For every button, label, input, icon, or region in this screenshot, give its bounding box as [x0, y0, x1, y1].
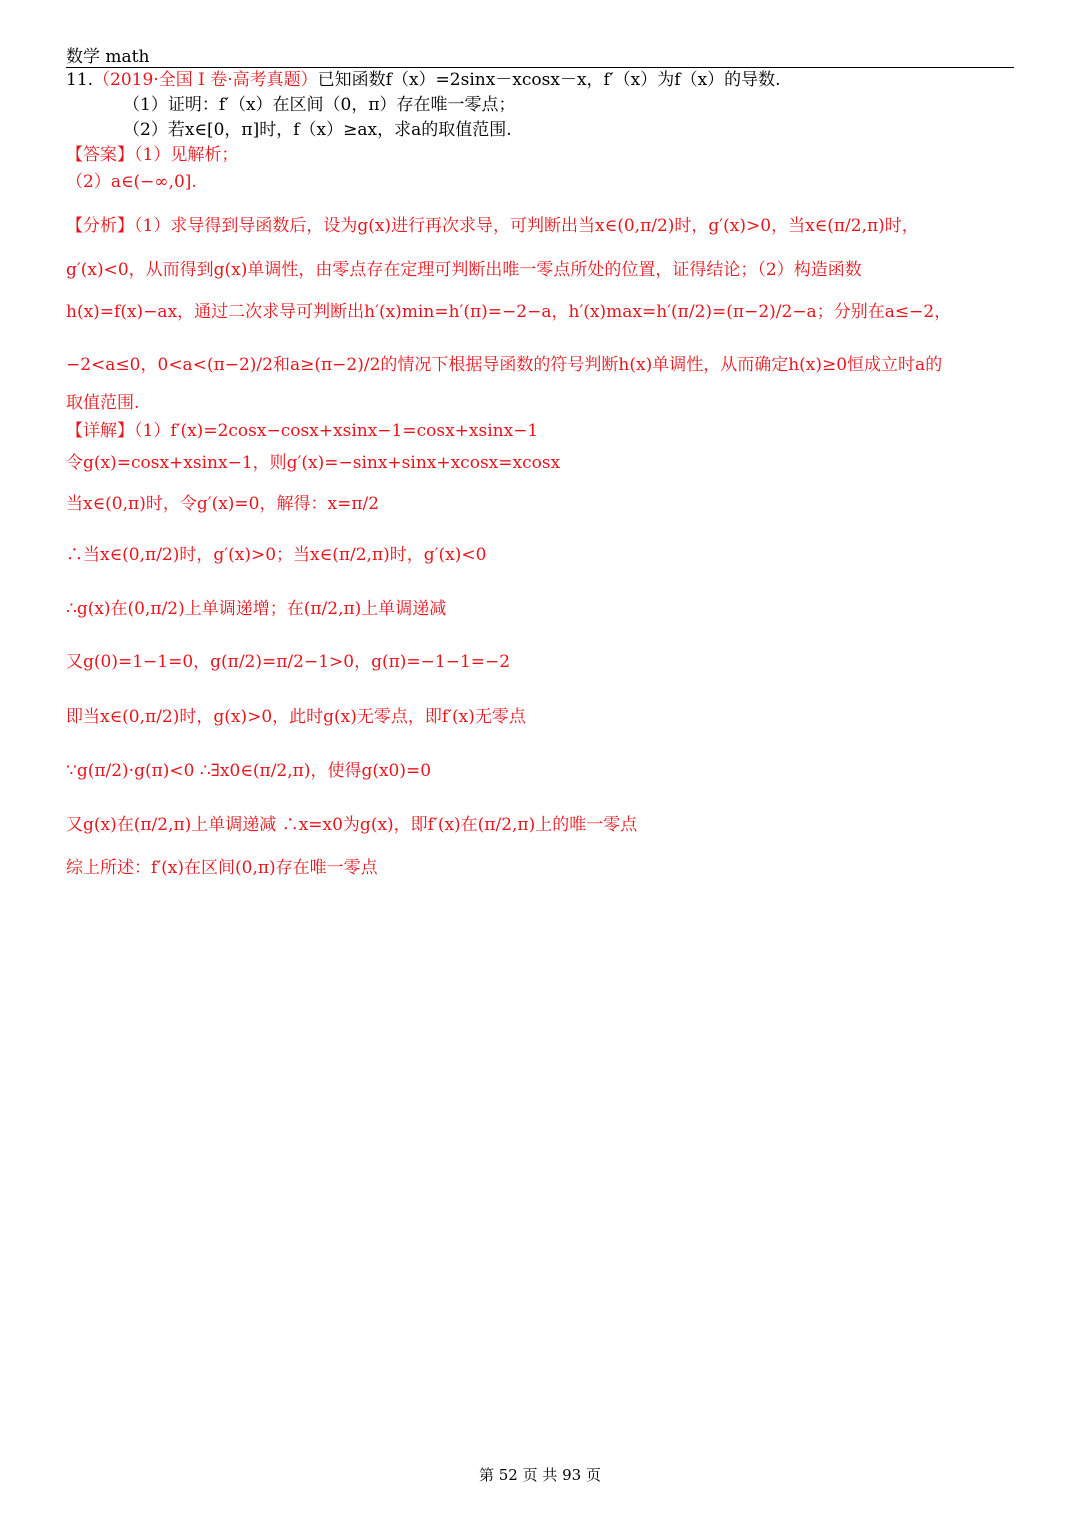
problem-part2: （2）若x∈[0，π]时，f（x）≥ax，求a的取值范围.: [123, 120, 512, 140]
detail-line6: 又g(0)=1−1=0，g(π/2)=π/2−1>0，g(π)=−1−1=−2: [66, 652, 511, 672]
detail-line5: ∴g(x)在(0,π/2)上单调递增；在(π/2,π)上单调递减: [66, 599, 447, 619]
detail-line1: 【详解】（1）f′(x)=2cosx−cosx+xsinx−1=cosx+xsinx−1: [66, 421, 539, 441]
answer-line2: （2）a∈(−∞,0].: [66, 172, 197, 192]
detail-line10: 综上所述：f′(x)在区间(0,π)存在唯一零点: [66, 858, 378, 878]
detail-line7: 即当x∈(0,π/2)时，g(x)>0，此时g(x)无零点，即f′(x)无零点: [66, 707, 526, 727]
detail-line3: 当x∈(0,π)时，令g′(x)=0，解得：x=π/2: [66, 494, 380, 514]
detail-line8: ∵g(π/2)·g(π)<0 ∴∃x0∈(π/2,π)，使得g(x0)=0: [66, 761, 432, 781]
page-header: 数学 math: [66, 47, 150, 67]
detail-line2: 令g(x)=cosx+xsinx−1，则g′(x)=−sinx+sinx+xcosx=xcosx: [66, 453, 561, 473]
analysis-line2: g′(x)<0，从而得到g(x)单调性，由零点存在定理可判断出唯一零点所处的位置，证得结论；（2）构造函数: [66, 260, 862, 280]
analysis-line1: 【分析】（1）求导得到导函数后，设为g(x)进行再次求导，可判断出当x∈(0,π/2)时，g′(x)>0，当x∈(π/2,π)时，: [66, 216, 919, 236]
analysis-line4: −2<a≤0，0<a<(π−2)/2和a≥(π−2)/2的情况下根据导函数的符号判断h(x)单调性，从而确定h(x)≥0恒成立时a的: [66, 355, 943, 375]
page-footer: 第 52 页 共 93 页: [478, 1466, 601, 1484]
problem-part1: （1）证明：f′（x）在区间（0，π）存在唯一零点；: [123, 95, 516, 115]
problem-stem: 11.（2019·全国 I 卷·高考真题）已知函数f（x）=2sinx－xcosx－x，f′（x）为f（x）的导数.: [66, 70, 781, 90]
analysis-line5: 取值范围.: [66, 393, 140, 413]
answer-line1: 【答案】（1）见解析；: [66, 145, 239, 165]
detail-line4: ∴当x∈(0,π/2)时，g′(x)>0；当x∈(π/2,π)时，g′(x)<0: [66, 545, 487, 565]
detail-line9: 又g(x)在(π/2,π)上单调递减 ∴x=x0为g(x)，即f′(x)在(π/2,π)上的唯一零点: [66, 815, 638, 835]
analysis-line3: h(x)=f(x)−ax，通过二次求导可判断出h′(x)min=h′(π)=−2−a，h′(x)max=h′(π/2)=(π−2)/2−a；分别在a≤−2，: [66, 302, 952, 322]
